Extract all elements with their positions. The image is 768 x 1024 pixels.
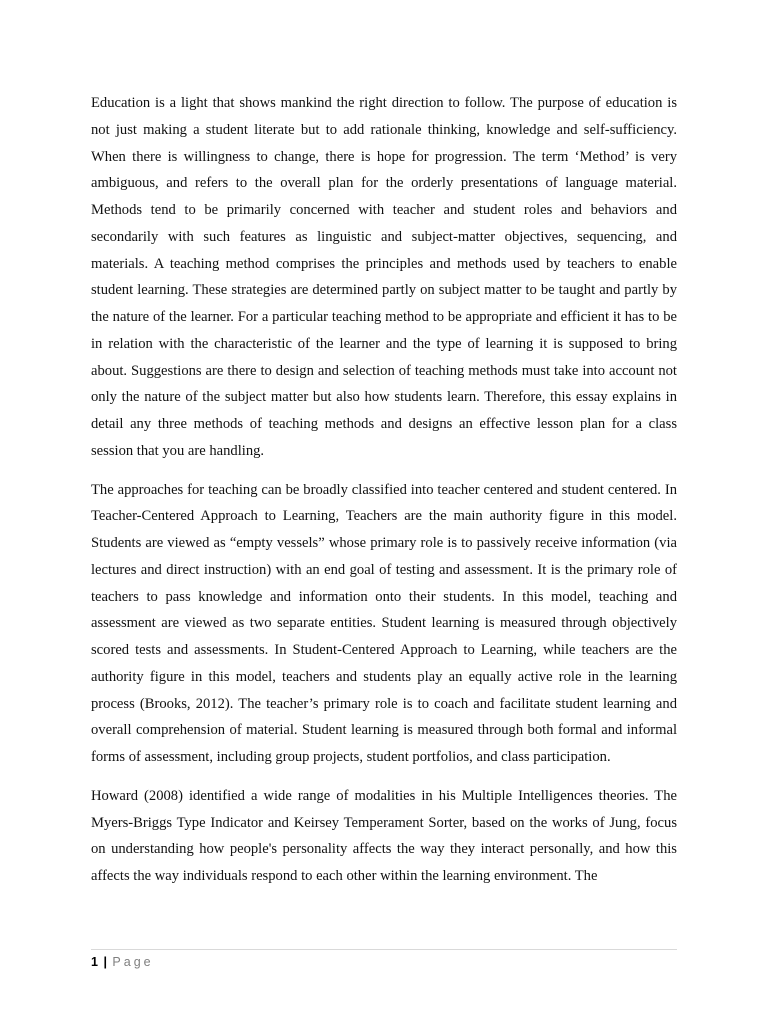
paragraph-intro: Education is a light that shows mankind the right direction to follow. The purpose of education is not just making a student literate but to add rationale thinking, knowledge and self-sufficiency. When there is willingness to change, there is hope for progression. The term ‘Method’ is very ambiguous, and refers to the overall plan for the orderly presentations of language material. Methods tend to be primarily concerned with teacher and student roles and behaviors and secondarily with such features as linguistic and subject-matter objectives, sequencing, and materials. A teaching method comprises the principles and methods used by teachers to enable student learning. These strategies are determined partly on subject matter to be taught and partly by the nature of the learner. For a particular teaching method to be appropriate and efficient it has to be in relation with the characteristic of the learner and the type of learning it is supposed to bring about. Suggestions are there to design and selection of teaching methods must take into account not only the nature of the subject matter but also how students learn. Therefore, this essay explains in detail any three methods of teaching methods and designs an effective lesson plan for a class session that you are handling. [91,95,677,459]
page-label: Page [112,955,154,969]
page-separator: | [103,955,107,969]
paragraph-modalities: Howard (2008) identified a wide range of modalities in his Multiple Intelligences theories. The Myers-Briggs Type Indicator and Keirsey Temperament Sorter, based on the works of Jung, focus on understanding how people's personality affects the way they interact personally, and how this affects the way individuals respond to each other within the learning environment. The [91,787,677,884]
paragraph-approaches: The approaches for teaching can be broadly classified into teacher centered and student centered. In Teacher-Centered Approach to Learning, Teachers are the main authority figure in this model. Students are viewed as “empty vessels” whose primary role is to passively receive information (via lectures and direct instruction) with an end goal of testing and assessment. It is the primary role of teachers to pass knowledge and information onto their students. In this model, teaching and assessment are viewed as two separate entities. Student learning is measured through objectively scored tests and assessments. In Student-Centered Approach to Learning, while teachers are the authority figure in this model, teachers and students play an equally active role in the learning process (Brooks, 2012). The teacher’s primary role is to coach and facilitate student learning and overall comprehension of material. Student learning is measured through both formal and informal forms of assessment, including group projects, student portfolios, and class participation. [91,481,677,765]
page-footer [91,949,677,971]
page-number: 1 [91,955,98,969]
document-body [91,90,677,902]
